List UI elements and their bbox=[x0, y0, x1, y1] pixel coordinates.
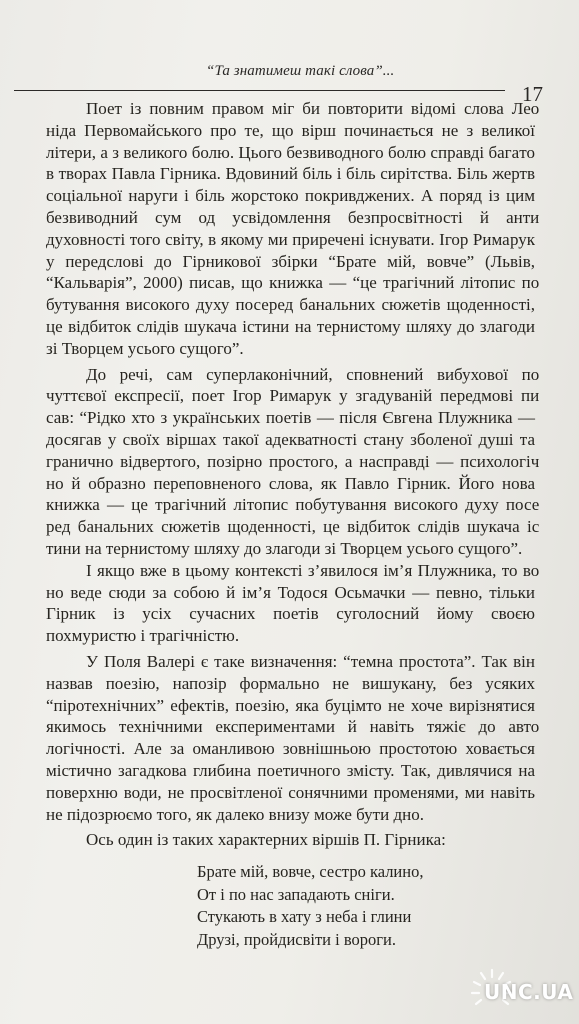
paragraph-2 bbox=[46, 364, 540, 560]
text-line: назвав поезію, напозір формально не вишукану, без усяких bbox=[46, 673, 535, 693]
text-line: досягав у своїх віршах такої адекватності стану зболеної душі та bbox=[46, 429, 535, 449]
paragraph-3 bbox=[46, 560, 540, 647]
text-line: бутування високого духу посеред банальних сюжетів щоденності, bbox=[46, 295, 535, 315]
text-line: це відбиток слідів шукача істини на тернистому шляху до злагоди bbox=[46, 316, 535, 336]
text-line: логічності. Але за оманливою зовнішньою простотою ховається bbox=[46, 739, 535, 759]
paragraph-1 bbox=[46, 98, 540, 360]
text-line: тини на тернистому шляху до злагоди зі Творцем усього сущого”. bbox=[46, 538, 523, 558]
text-line: У Поля Валері є таке визначення: “темна простота”. Так він bbox=[86, 651, 535, 671]
text-line: із цим безвиводний сум од усвідомлення безпросвітності й анти bbox=[46, 186, 540, 227]
text-line: духовності того світу, в якому ми приречені існувати. Ігор Рима bbox=[46, 229, 510, 249]
poem-line: Друзі, пройдисвіти і вороги. bbox=[197, 929, 396, 949]
body-text bbox=[46, 98, 540, 851]
text-line: гранично відвертого, позірно простого, а насправді — психологіч bbox=[46, 451, 540, 471]
paragraph-5 bbox=[46, 829, 535, 851]
text-line: ред банальних сюжетів щоденності, це відбиток слідів шукача іс bbox=[46, 517, 540, 537]
poem-quote bbox=[197, 861, 423, 951]
watermark-text: UNC.UA bbox=[484, 980, 574, 1004]
running-head: “Та знатимеш такі слова”... bbox=[206, 63, 395, 79]
text-line: Гірник із усіх сучасних поетів суголосний йому своєю похмуристю bbox=[46, 604, 535, 646]
text-line: книжка — це трагічний літопис побутування високого духу посе bbox=[46, 495, 540, 515]
text-line: рук у передслові до Гірникової збірки “Брате мій, вовче” (Львів, bbox=[46, 229, 535, 271]
text-line: то в творах Павла Гірника. Вдовиний біль і біль сирітства. Біль bbox=[46, 142, 535, 184]
header-rule bbox=[14, 90, 505, 91]
text-line: “Кальварія”, 2000) писав, що книжка — “це трагічний літопис по bbox=[46, 273, 540, 293]
poem-line: От і по нас западають сніги. bbox=[197, 884, 395, 904]
watermark bbox=[460, 964, 576, 1020]
text-line: зі Творцем усього сущого”. bbox=[46, 338, 244, 358]
text-line: чуттєвої експресії, поет Ігор Римарук у згадуваній передмові пи bbox=[46, 386, 540, 406]
text-line: Ось один із таких характерних віршів П. Гірника: bbox=[86, 830, 446, 850]
poem-line: Стукають в хату з неба і глини bbox=[197, 907, 412, 926]
text-line: якимось технічними експериментами й навіть тяжіє до авто bbox=[46, 717, 540, 737]
text-line: “піротехнічних” ефектів, поезію, яка буцімто не хоче вирізнятися bbox=[46, 695, 535, 715]
text-line: містично загадкова глибина поетичного змісту. Так, дивлячися на bbox=[46, 760, 535, 780]
text-line: но й образно переповненого слова, як Павло Гірник. Його нова bbox=[46, 473, 535, 493]
text-line: літери, а з великого болю. Цього безвиводного болю справді бага bbox=[46, 142, 520, 162]
text-line: сав: “Рідко хто з українських поетів — після Євгена Плужника — bbox=[46, 408, 535, 428]
text-line: і трагічністю. bbox=[140, 626, 240, 646]
paragraph-4 bbox=[46, 651, 540, 825]
text-line: До речі, сам суперлаконічний, сповнений вибухової по bbox=[86, 364, 540, 384]
text-line: жертв соціальної наруги і біль жорстоко покривджених. А поряд bbox=[46, 164, 535, 206]
page-number: 17 bbox=[522, 82, 543, 106]
poem-line: Брате мій, вовче, сестро калино, bbox=[197, 862, 424, 881]
text-line: поверхню води, не просвітленої сонячними променями, ми навіть bbox=[46, 782, 535, 802]
text-line: Поет із повним правом міг би повторити відомі слова Лео bbox=[86, 99, 540, 118]
text-line: І якщо вже в цьому контексті з’явилося ім’я Плужника, то во bbox=[86, 560, 540, 580]
text-line: ніда Первомайського про те, що вірш починається не з великої bbox=[46, 120, 535, 140]
text-line: не підозрюємо того, як далеко внизу може бути дно. bbox=[46, 804, 424, 824]
text-line: но веде сюди за собою й ім’я Тодося Осьмачки — певно, тільки bbox=[46, 582, 535, 602]
